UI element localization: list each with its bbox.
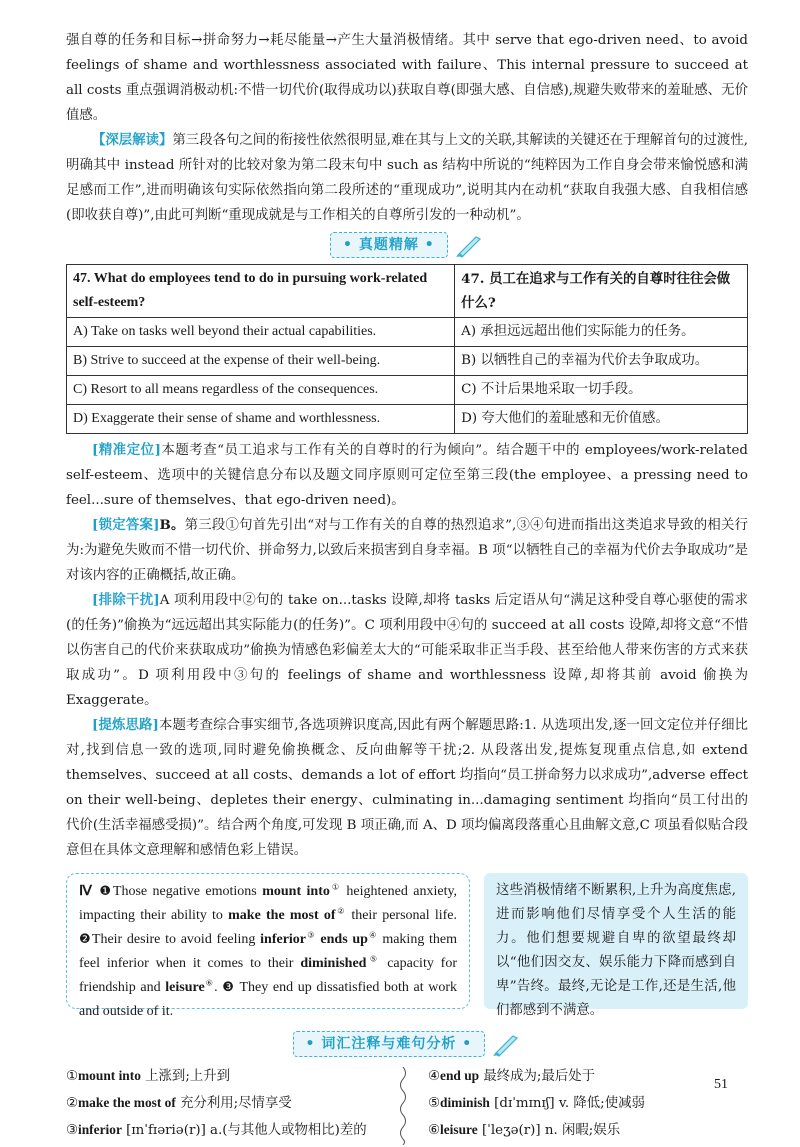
keyword: make the most of (228, 908, 336, 923)
brush-icon (491, 1032, 521, 1058)
locate-text: 本题考查“员工追求与工作有关的自尊时的行为倾向”。结合题干中的 employees/work-related self-esteem、选项中的关键信息分布以及题文同序原则可定位至第三段(the employee、a pressing need to feel...sure of themselves、that ego-driven need)。 (66, 443, 748, 508)
vocab-definition: [ˈleʒə(r)] n. 闲暇;娱乐 (477, 1123, 621, 1138)
section-title-exam: • 真题精解 • (330, 232, 448, 258)
question-zh: 47. 员工在追求与工作有关的自尊时往往会做什么? (455, 265, 748, 318)
vocab-item (66, 1090, 386, 1117)
tag-answer: [锁定答案] (92, 517, 160, 533)
option-row (67, 347, 748, 376)
vocab-word: inferior (78, 1122, 122, 1137)
vocab-word: make the most of (78, 1095, 176, 1110)
keyword: diminished (300, 956, 367, 971)
option-c-zh: C) 不计后果地采取一切手段。 (455, 376, 748, 405)
vocab-item (428, 1117, 748, 1144)
vocab-word: leisure (440, 1122, 478, 1137)
vocab-list (66, 1063, 748, 1147)
tag-exclude: [排除干扰] (92, 592, 160, 608)
tag-approach: [提炼思路] (92, 717, 159, 733)
sentence-marker: ❷ (79, 932, 92, 947)
sentence-text: heightened anxiety, impacting their ability to (79, 884, 458, 923)
sentence-text: Those negative emotions (112, 884, 263, 899)
vocab-definition: [dɪˈmɪnɪʃ] v. 降低;使减弱 (489, 1096, 645, 1111)
sentence-marker: ❸ (222, 980, 236, 995)
deep-reading-text: 第三段各句之间的衔接性依然很明显,难在其与上文的关联,其解读的关键还在于理解首句的过渡性,明确其中 instead 所针对的比较对象为第二段末句中 such as 结构中所说的“纯粹因为工作自身会带来愉悦感和满足感而工作”,进而明确该句实际依然指向第二段所述的“重现成功”,说明其内在动机“获取自我强大感、自我相信感(即收获自尊)”,由此可判断“重现成就是与工作相关的自尊所引发的一种动机”。 (66, 133, 748, 223)
question-en: 47. What do employees tend to do in pursuing work-related self-esteem? (67, 265, 455, 318)
sentence-marker: ❶ (99, 884, 113, 899)
section-header-exam (66, 232, 748, 262)
analysis-approach (66, 713, 748, 863)
keyword: inferior (260, 932, 307, 947)
vocab-item (66, 1117, 386, 1144)
vocab-definition: 上涨到;上升到 (140, 1069, 231, 1084)
section-header-vocab (66, 1031, 748, 1061)
vocab-number: ① (66, 1069, 79, 1084)
page-number: 51 (714, 1077, 728, 1092)
vocab-word: end up (440, 1068, 480, 1083)
translation-block (66, 873, 748, 1023)
option-a-zh: A) 承担远远超出他们实际能力的任务。 (455, 318, 748, 347)
keyword: ends up (320, 932, 368, 947)
option-row (67, 405, 748, 434)
vocab-word: mount into (78, 1068, 141, 1083)
vocab-word: diminish (440, 1095, 490, 1110)
sentence-text: . (214, 980, 223, 995)
vocab-item (428, 1090, 748, 1117)
footnote-mark: ⑥ (204, 978, 215, 988)
sentence-text: They end up dissatisfied both at work and outside of it. (79, 980, 458, 1019)
answer-text: 第三段①句首先引出“对与工作有关的自尊的热烈追求”,③④句进而指出这类追求导致的相关行为:为避免失败而不惜一切代价、拼命努力,以致后来损害到自身幸福。B 项“以牺牲自己的幸福为代价去争取成功”是对该内容的正确概括,故正确。 (66, 518, 748, 583)
divider-wavy-line (396, 1067, 410, 1145)
brush-icon (454, 233, 484, 259)
option-d-zh: D) 夸大他们的羞耻感和无价值感。 (455, 405, 748, 434)
question-row (67, 265, 748, 318)
footnote-mark: ③ (306, 930, 316, 940)
option-row (67, 318, 748, 347)
sentence-text: making them feel inferior when it comes to their (79, 932, 458, 971)
answer-letter: B。 (159, 517, 185, 533)
option-a-en: A) Take on tasks well beyond their actual capabilities. (67, 318, 455, 347)
sentence-text: Their desire to avoid feeling (91, 932, 261, 947)
option-b-zh: B) 以牺牲自己的幸福为代价去争取成功。 (455, 347, 748, 376)
passage-excerpt (66, 873, 470, 1019)
keyword: leisure (165, 980, 205, 995)
footnote-mark: ④ (367, 930, 378, 940)
vocab-definition: 充分利用;尽情享受 (175, 1096, 292, 1111)
section-title-vocab: • 词汇注释与难句分析 • (293, 1031, 486, 1057)
footnote-mark: ① (329, 882, 341, 892)
option-c-en: C) Resort to all means regardless of the consequences. (67, 376, 455, 405)
option-d-en: D) Exaggerate their sense of shame and worthlessness. (67, 405, 455, 434)
option-row (67, 376, 748, 405)
question-table (66, 264, 748, 434)
exclude-text: A 项利用段中②句的 take on...tasks 设障,却将 tasks 后定语从句“满足这种受自尊心驱使的需求(的任务)”偷换为“远远超出其实际能力(的任务)”。C 项利用段中④句的 succeed at all costs 设障,却将文意“不惜以伤害自己的代价来获取成功”偷换为情感色彩偏差太大的“可能采取非正当手段、甚至给他人带来伤害的方式来获取成功”。D 项利用段中③句的 feelings of shame and worthlessness 设障,却将其前 avoid 偷换为 Exaggerate。 (66, 593, 748, 708)
paragraph-number: Ⅳ (79, 884, 94, 899)
vocab-column-right (428, 1063, 748, 1144)
sentence-text: their personal life. (346, 908, 457, 923)
paragraph-deep-reading (66, 128, 748, 228)
analysis-answer (66, 513, 748, 588)
vocab-number: ④ (428, 1069, 441, 1084)
vocab-number: ③ (66, 1123, 79, 1138)
approach-text: 本题考查综合事实细节,各选项辨识度高,因此有两个解题思路:1. 从选项出发,逐一回文定位并仔细比对,找到信息一致的选项,同时避免偷换概念、反向曲解等干扰;2. 从段落出发,提炼复现重点信息,如 extend themselves、succeed at all costs、demands a lot of effort 均指向“员工拼命努力以求成功”,adverse effect on their well-being、depletes their energy、culminating in...damaging sentiment 均指向“员工付出的代价(生活幸福感受损)”。结合两个角度,可发现 B 项正确,而 A、D 项均偏离段落重心且曲解文意,C 项虽看似贴合段意但在具体文意理解和感情色彩上错误。 (66, 718, 749, 858)
vocab-column-left (66, 1063, 386, 1144)
translation-zh: 这些消极情绪不断累积,上升为高度焦虑,进而影响他们尽情享受个人生活的能力。他们想要规避自卑的欲望最终却以“他们因交友、娱乐能力下降而感到自卑”告终。最终,无论是工作,还是生活,他们都感到不满意。 (484, 873, 748, 1009)
keyword: mount into (262, 884, 330, 899)
footnote-mark: ⑤ (366, 954, 381, 964)
paragraph-motive: 强自尊的任务和目标→拼命努力→耗尽能量→产生大量消极情绪。其中 serve that ego-driven need、to avoid feelings of shame and worthlessness associated with failure、This internal pressure to succeed at all costs 重点强调消极动机:不惜一切代价(取得成功以)获取自尊(即强大感、自信感),规避失败带来的羞耻感、无价值感。 (66, 33, 748, 123)
vocab-item (66, 1063, 386, 1090)
footnote-mark: ② (335, 906, 347, 916)
vocab-number: ⑥ (428, 1123, 441, 1138)
vocab-number: ⑤ (428, 1096, 441, 1111)
vocab-definition: 最终成为;最后处于 (479, 1069, 596, 1084)
page-content (66, 28, 748, 1147)
vocab-number: ② (66, 1096, 79, 1111)
option-b-en: B) Strive to succeed at the expense of their well-being. (67, 347, 455, 376)
analysis-locate (66, 438, 748, 513)
tag-deep-reading: 【深层解读】 (92, 132, 173, 148)
analysis-exclude (66, 588, 748, 713)
tag-locate: [精准定位] (92, 442, 161, 458)
vocab-definition: [ɪnˈfɪəriə(r)] a.(与其他人或物相比)差的 (121, 1123, 367, 1138)
sentence-text: capacity for friendship and (79, 956, 458, 995)
vocab-item (428, 1063, 748, 1090)
